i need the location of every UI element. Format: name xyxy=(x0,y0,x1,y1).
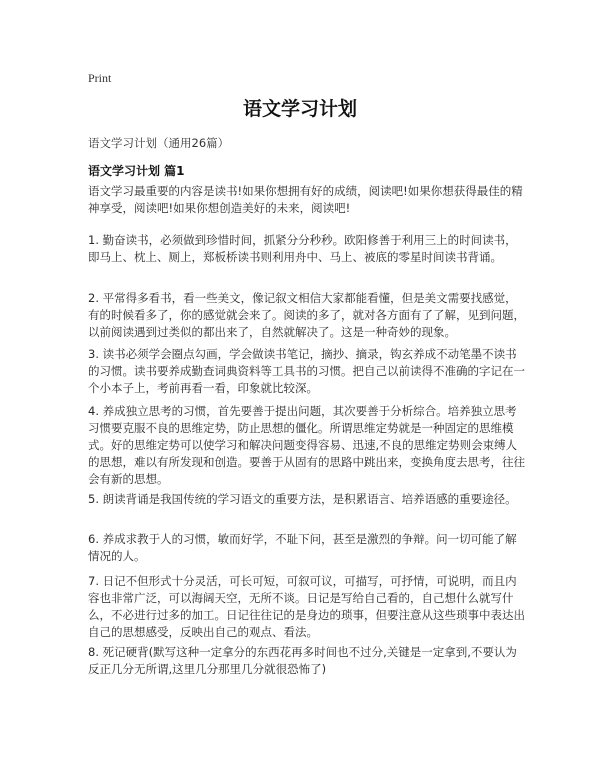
print-link[interactable]: Print xyxy=(88,71,112,85)
document-title: 语文学习计划 xyxy=(242,98,357,120)
paragraph-8: 8. 死记硬背(默写这种一定拿分的东西花再多时间也不过分,关键是一定拿到,不要认为反正几分无所谓,这里几分那里几分就很恐怖了) xyxy=(88,645,517,676)
paragraph-4: 4. 养成独立思考的习惯，首先要善于提出问题，其次要善于分析综合。培养独立思考习惯要克服不良的思维定势，防止思想的僵化。所谓思维定势就是一种固定的思维模式。好的思维定势可以使学习和解决问题变得容易、迅速,不良的思维定势则会束缚人的思想，难以有所发现和创造。要善于从固有的思路中跳出来，变换角度去思考，往往会有新的思想。 xyxy=(88,404,525,486)
paragraph-3: 3. 读书必须学会圈点勾画，学会做读书笔记，摘抄、摘录，钩玄养成不动笔墨不读书的习惯。读书要养成勤查词典资料等工具书的习惯。把自己以前读得不准确的字记在一个小本子上，考前再看一看，印象就比较深。 xyxy=(88,347,525,395)
paragraph-intro: 语文学习最重要的内容是读书!如果你想拥有好的成绩，阅读吧!如果你想获得最佳的精神享受，阅读吧!如果你想创造美好的未来，阅读吧! xyxy=(88,184,523,215)
section-heading: 语文学习计划 篇1 xyxy=(88,164,185,178)
paragraph-5: 5. 朗读背诵是我国传统的学习语文的重要方法，是积累语言、培养语感的重要途径。 xyxy=(88,492,517,506)
paragraph-6: 6. 养成求教于人的习惯，敏而好学，不耻下问，甚至是激烈的争辩。问一切可能了解情况的人。 xyxy=(88,532,517,563)
paragraph-2: 2. 平常得多看书，看一些美文，像记叙文相信大家都能看懂，但是美文需要找感觉，有的时候看多了，你的感觉就会来了。阅读的多了，就对各方面有了了解，见到问题，以前阅读遇到过类似的都出来了，自然就解决了。这是一种奇妙的现象。 xyxy=(88,291,525,339)
document-subtitle: 语文学习计划（通用26篇） xyxy=(88,136,230,150)
paragraph-1: 1. 勤奋读书，必须做到珍惜时间，抓紧分分秒秒。欧阳修善于利用三上的时间读书，即马上、枕上、厕上，郑板桥读书则利用舟中、马上、被底的零星时间读书背诵。 xyxy=(88,233,517,264)
paragraph-7: 7. 日记不但形式十分灵活，可长可短，可叙可议，可描写，可抒情，可说明，而且内容也非常广泛，可以海阔天空，无所不谈。日记是写给自己看的，自己想什么就写什么，不必进行过多的加工。日记往往记的是身边的琐事，但要注意从这些琐事中表达出自己的思想感受，反映出自己的观点、看法。 xyxy=(88,574,525,639)
